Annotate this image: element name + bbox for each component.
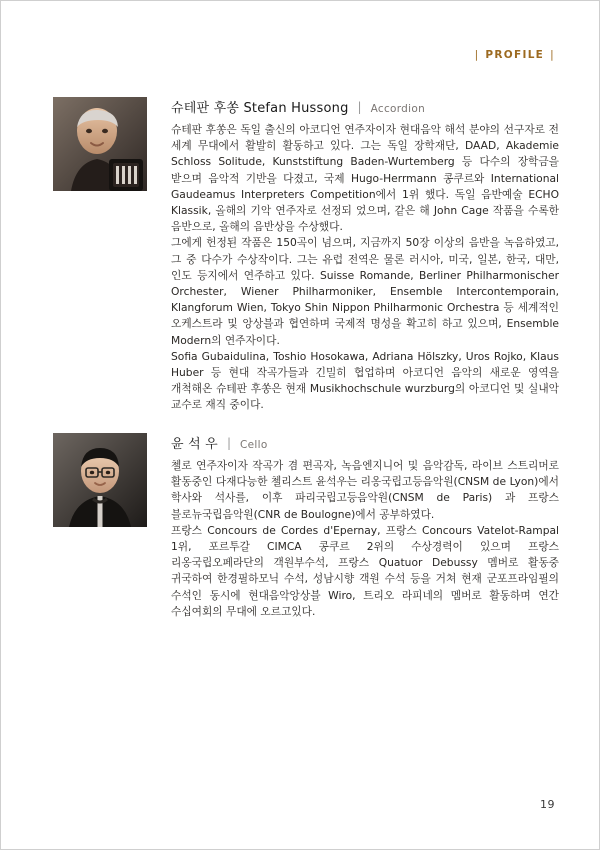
profile-nameline bbox=[171, 97, 559, 116]
profile-separator: | bbox=[357, 100, 362, 114]
header-left-bar: | bbox=[474, 49, 480, 61]
profile-paragraph: Sofia Gubaidulina, Toshio Hosokawa, Adriana Hölszky, Uros Rojko, Klaus Huber 등 현대 작곡가들과 긴밀히 협업하며 아코디언 음악의 새로운 영역을 개척해온 슈테판 후쏭은 현재 Musikhochschule wurzburg의 아코디언 및 실내악 교수로 재직 중이다. bbox=[171, 349, 559, 412]
profile-name: 슈테판 후쏭 Stefan Hussong bbox=[171, 101, 349, 116]
page-number: 19 bbox=[540, 798, 555, 811]
header-right-bar: | bbox=[550, 49, 555, 61]
page-header bbox=[475, 49, 555, 61]
profile-nameline bbox=[171, 433, 559, 452]
profile-name: 윤 석 우 bbox=[171, 437, 218, 452]
profile-paragraph: 첼로 연주자이자 작곡가 겸 편곡자, 녹음엔지니어 및 음악감독, 라이브 스트리머로 활동중인 다재다능한 첼리스트 윤석우는 리옹국립고등음악원(CNSM de Lyon)에서 학사와 석사를, 이후 파리국립고등음악원(CNSM de Paris) 과 프랑스 블로뉴국립음악원(CNR de Boulogne)에서 공부하였다. bbox=[171, 459, 559, 521]
profile-paragraph: 슈테판 후쏭은 독일 출신의 아코디언 연주자이자 현대음악 해석 분야의 선구자로 전 세계 무대에서 활발히 활동하고 있다. 그는 독일 장학재단, DAAD, Akademie Schloss Solitude, Kunststiftung Baden-Wurtemberg 등 다수의 장학금을 받으며 음악적 기반을 다졌고, 국제 Hugo-Herrmann 콩쿠르와 International Gaudeamus Interpreters Competition에서 1위 했다. 독일 음반예술 ECHO Klassik, 올해의 기악 연주자로 선정되 었으며, 같은 해 John Cage 작품을 수록한 음반으로, 올해의 음반상을 수상했다. bbox=[171, 123, 559, 234]
profile-paragraph: 프랑스 Concours de Cordes d'Epernay, 프랑스 Concours Vatelot-Rampal 1위, 포르투갈 CIMCA 콩쿠르 2위의 수상경력이 있으며 프랑스 리옹국립오페라단의 객원부수석, 프랑스 Quatuor Debussy 멤버로 활동중 귀국하여 한경필하모닉 수석, 성남시향 객원 수석 등을 거쳐 현재 군포프라임필의 수석인 동시에 현대음악앙상블 Wiro, 트리오 라피네의 멤버로 활동하며 연간 수십여회의 무대에 오르고있다. bbox=[171, 523, 559, 618]
profile-paragraph: 그에게 헌정된 작품은 150곡이 넘으며, 지금까지 50장 이상의 음반을 녹음하였고, 그 중 다수가 수상작이다. 그는 유럽 전역은 물론 러시아, 미국, 일본, 한국, 대만, 인도 등지에서 연주하고 있다. Suisse Romande, Berliner Philharmonischer Orchester, Wiener Philharmoniker, Ensemble Intercontemporain, Klangforum Wien, Tokyo Shin Nippon Philharmonic Orchestra 등 세계적인 오케스트라 및 앙상블과 협연하며 국제적 명성을 확고히 하고 있으며, Ensemble Modern의 연주자이다. bbox=[171, 236, 559, 347]
profile-body bbox=[171, 433, 559, 620]
portrait-photo-2 bbox=[53, 433, 147, 527]
profile-separator: | bbox=[226, 436, 231, 450]
profile-role: Accordion bbox=[370, 103, 426, 115]
profile-role: Cello bbox=[240, 439, 268, 451]
profile-body bbox=[171, 97, 559, 414]
page-title: PROFILE bbox=[485, 49, 545, 61]
portrait-photo-1 bbox=[53, 97, 147, 191]
